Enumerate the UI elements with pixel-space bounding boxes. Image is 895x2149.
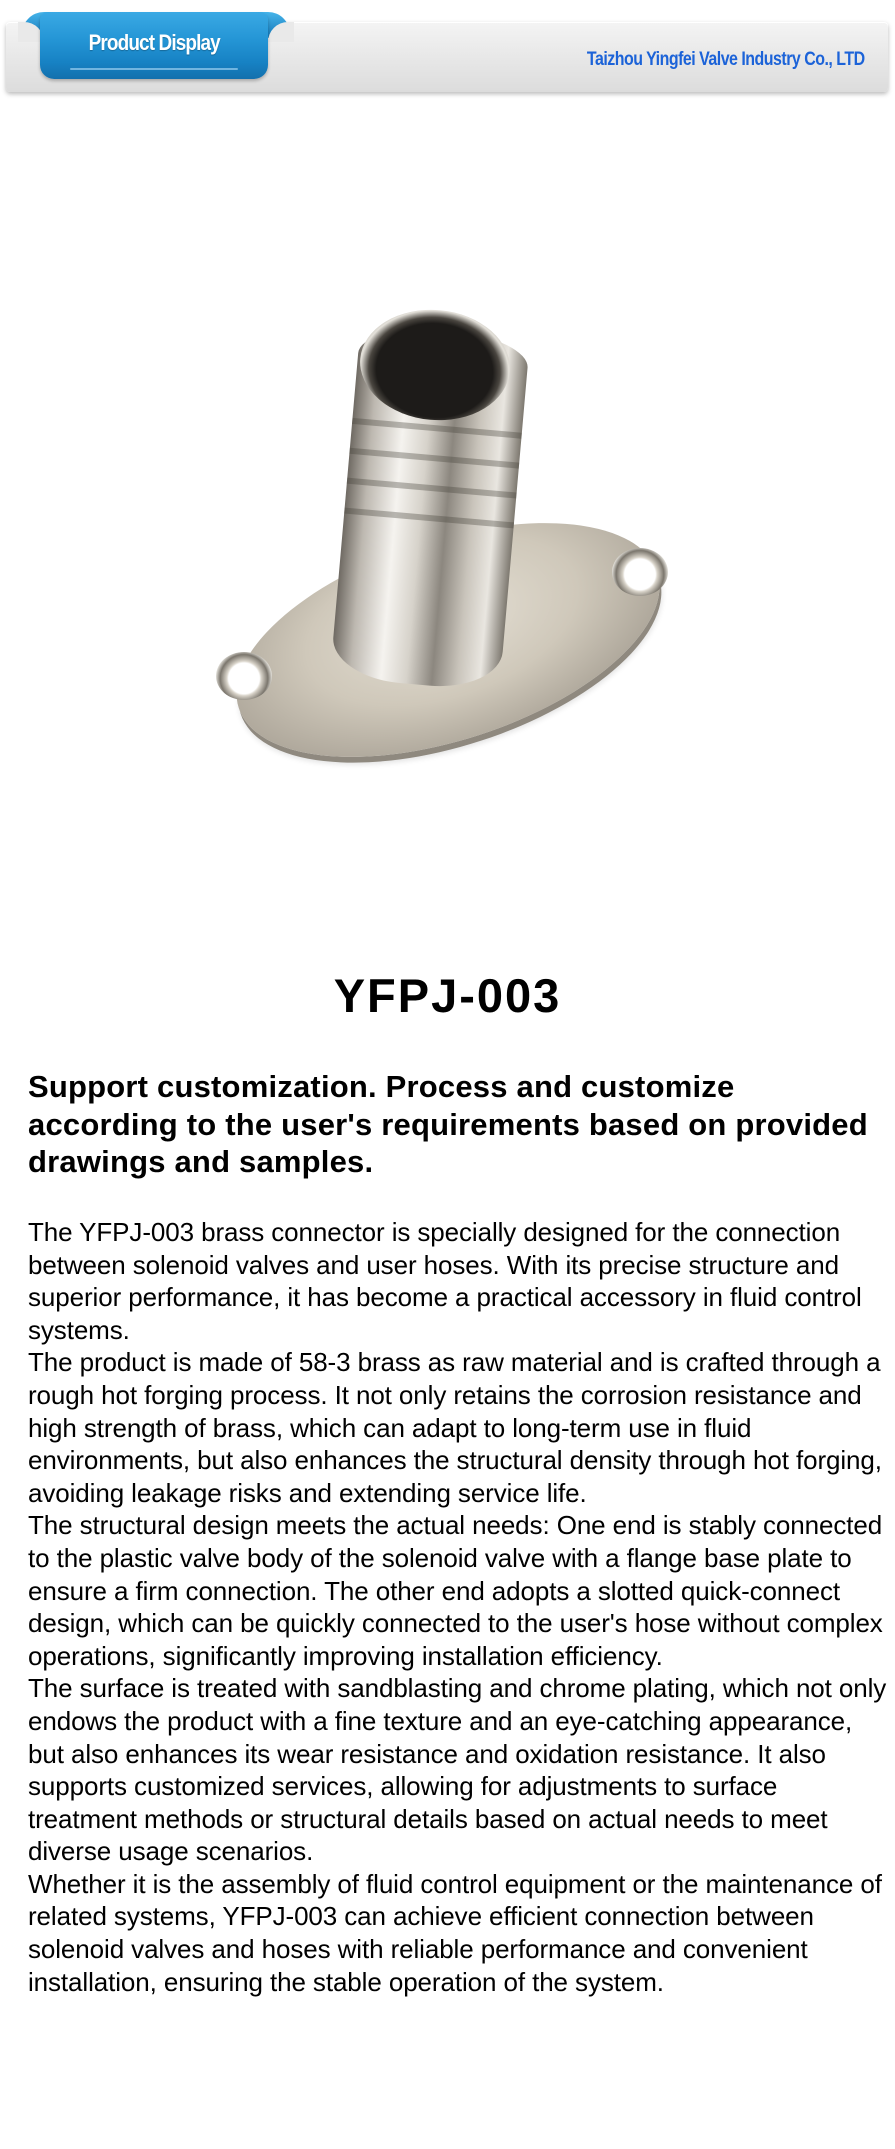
description-paragraph: The YFPJ-003 brass connector is specially designed for the connection between solenoid valves and user hoses. With its precise structure and superior performance, it has become a practical accessory in fluid control systems. — [28, 1217, 862, 1345]
barb-rib — [352, 418, 522, 439]
product-description — [28, 1216, 888, 1998]
description-paragraph: Whether it is the assembly of fluid control equipment or the maintenance of related systems, YFPJ-003 can achieve efficient connection between solenoid valves and hoses with reliable performance and convenient installation, ensuring the stable operation of the system. — [28, 1868, 882, 1997]
description-paragraph: The surface is treated with sandblasting and chrome plating, which not only endows the product with a fine texture and an eye-catching appearance, but also enhances its wear resistance and oxidation resistance. It also supports customized services, allowing for adjustments to surface treatment methods or structural details based on actual needs to meet diverse usage scenarios. — [28, 1673, 887, 1867]
barb-rib — [347, 478, 517, 499]
mounting-hole-left — [216, 652, 272, 700]
mounting-hole-right — [612, 548, 668, 596]
customization-heading: Support customization. Process and customize according to the user's requirements based on provided drawings and samples. — [28, 1069, 868, 1179]
product-display-ribbon — [40, 12, 268, 79]
company-name: Taizhou Yingfei Valve Industry Co., LTD — [587, 49, 865, 70]
barb-rib — [349, 448, 519, 469]
product-image — [220, 290, 680, 770]
header-banner — [0, 0, 895, 100]
product-model-title: YFPJ-003 — [333, 969, 562, 1022]
barb-rib — [344, 508, 514, 529]
ribbon-label: Product Display — [88, 29, 220, 55]
description-paragraph: The product is made of 58-3 brass as raw material and is crafted through a rough hot forging process. It not only retains the corrosion resistance and high strength of brass, which can adapt to long-term use in fluid environments, but also enhances the structural density through hot forging, avoiding leakage risks and extending service life. — [28, 1347, 882, 1508]
description-paragraph: The structural design meets the actual needs: One end is stably connected to the plastic valve body of the solenoid valve with a flange base plate to ensure a firm connection. The other end adopts a slotted quick-connect design, which can be quickly connected to the user's hose without complex operations, significantly improving installation efficiency. — [28, 1510, 883, 1671]
